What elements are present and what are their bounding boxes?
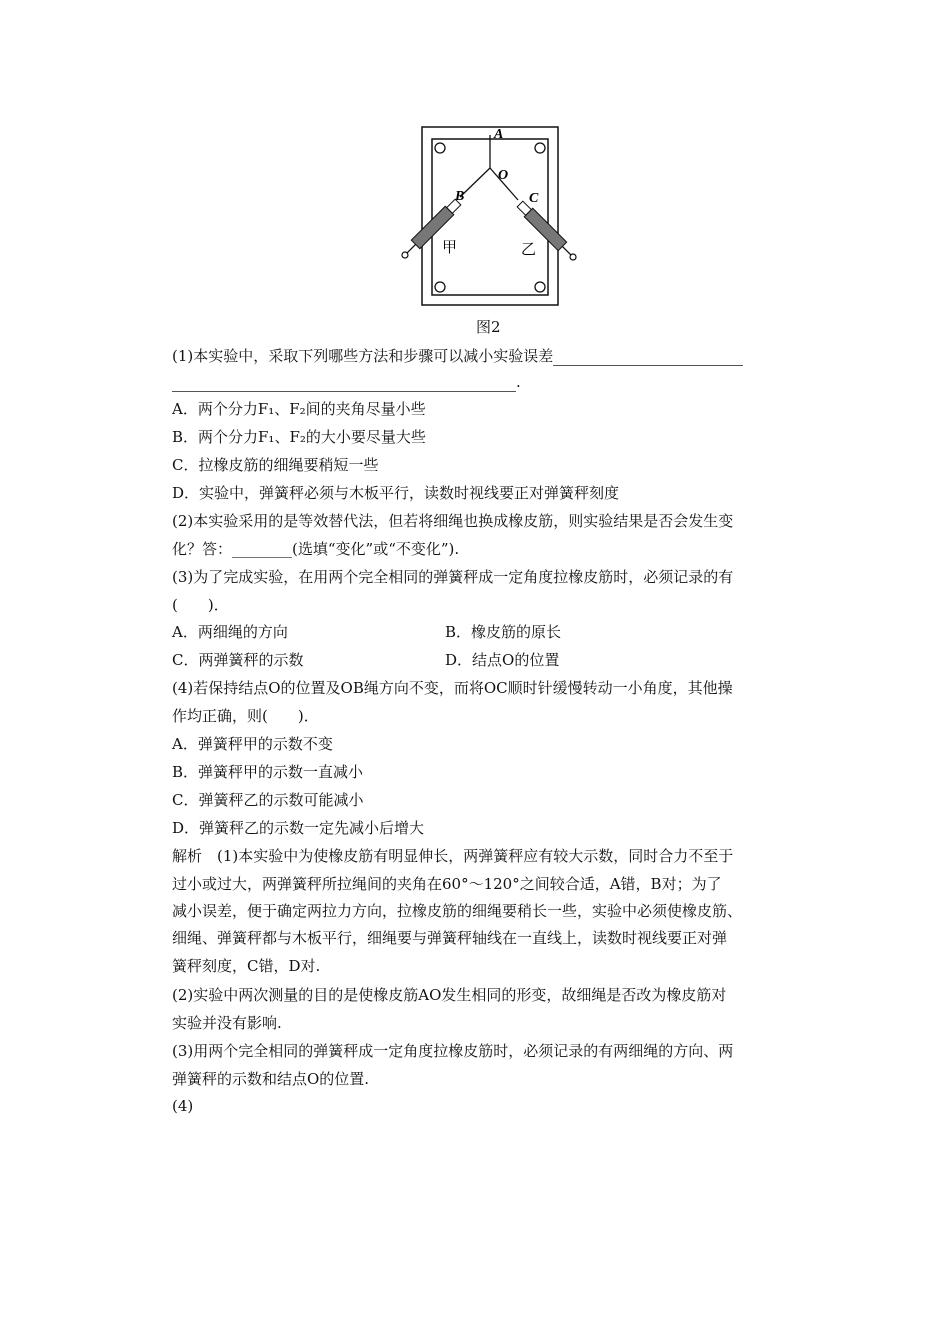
- analysis-line: (2)实验中两次测量的目的是使橡皮筋AO发生相同的形变，故细绳是否改为橡皮筋对: [172, 986, 727, 1004]
- q4-line2: 作均正确，则( )．: [172, 707, 319, 725]
- string-ob: [460, 168, 490, 197]
- analysis-line: 簧秤刻度，C错，D对.: [172, 957, 321, 975]
- q3-option-b: B．橡皮筋的原长: [445, 623, 562, 641]
- q2-line2: 化？答：________(选填“变化”或“不变化”).: [172, 540, 460, 558]
- q4-option-a: A．弹簧秤甲的示数不变: [172, 735, 333, 753]
- label-o: O: [498, 168, 509, 183]
- q1-stem-line2: [172, 372, 521, 392]
- q4-option-d: D．弹簧秤乙的示数一定先减小后增大: [172, 819, 425, 837]
- q3-option-c: C．两弹簧秤的示数: [172, 651, 304, 669]
- q1-end: .: [516, 373, 521, 391]
- pin-icon: [435, 282, 445, 292]
- q4-line1: (4)若保持结点O的位置及OB绳方向不变，而将OC顺时针缓慢转动一小角度，其他操: [172, 679, 733, 697]
- label-a: A: [494, 127, 504, 142]
- answer-blank[interactable]: [553, 349, 743, 366]
- label-c: C: [529, 191, 539, 206]
- analysis-line: 过小或过大，两弹簧秤所拉绳间的夹角在60°～120°之间较合适，A错，B对；为了: [172, 875, 722, 893]
- pin-icon: [535, 282, 545, 292]
- q2-line1: (2)本实验采用的是等效替代法，但若将细绳也换成橡皮筋，则实验结果是否会发生变: [172, 512, 734, 530]
- experiment-diagram: [390, 122, 600, 312]
- q3-option-d: D．结点O的位置: [445, 651, 560, 669]
- analysis-line: 解析 (1)本实验中为使橡皮筋有明显伸长，两弹簧秤应有较大示数，同时合力不至于: [172, 847, 734, 865]
- pin-icon: [535, 143, 545, 153]
- q3-option-a: A．两细绳的方向: [172, 623, 288, 641]
- pin-icon: [435, 143, 445, 153]
- label-yi: 乙: [521, 240, 537, 258]
- q3-line1: (3)为了完成实验，在用两个完全相同的弹簧秤成一定角度拉橡皮筋时，必须记录的有: [172, 568, 734, 586]
- analysis-line: 细绳、弹簧秤都与木板平行，细绳要与弹簧秤轴线在一直线上，读数时视线要正对弹: [172, 929, 728, 947]
- q1-option-b: B．两个分力F₁、F₂的大小要尽量大些: [172, 428, 426, 446]
- q1-option-c: C．拉橡皮筋的细绳要稍短一些: [172, 456, 379, 474]
- analysis-line: 弹簧秤的示数和结点O的位置.: [172, 1070, 370, 1088]
- analysis-line: 减小误差，便于确定两拉力方向，拉橡皮筋的细绳要稍长一些，实验中必须使橡皮筋、: [172, 902, 743, 920]
- answer-blank[interactable]: [172, 375, 516, 392]
- q1-stem: (1)本实验中，采取下列哪些方法和步骤可以减小实验误差: [172, 347, 554, 365]
- analysis-line: 实验并没有影响.: [172, 1014, 282, 1032]
- analysis-line: (4): [172, 1097, 194, 1115]
- q1-option-d: D．实验中，弹簧秤必须与木板平行，读数时视线要正对弹簧秤刻度: [172, 484, 620, 502]
- q3-line2: ( )．: [172, 596, 229, 614]
- q4-option-b: B．弹簧秤甲的示数一直减小: [172, 763, 364, 781]
- q1-option-a: A．两个分力F₁、F₂间的夹角尽量小些: [172, 400, 426, 418]
- analysis-line: (3)用两个完全相同的弹簧秤成一定角度拉橡皮筋时，必须记录的有两细绳的方向、两: [172, 1042, 734, 1060]
- label-jia: 甲: [442, 238, 458, 256]
- q1-stem-line: [172, 346, 743, 366]
- figure-caption: 图2: [476, 318, 501, 336]
- spring-scale-diagram: [390, 122, 600, 312]
- label-b: B: [455, 189, 465, 204]
- q4-option-c: C．弹簧秤乙的示数可能减小: [172, 791, 364, 809]
